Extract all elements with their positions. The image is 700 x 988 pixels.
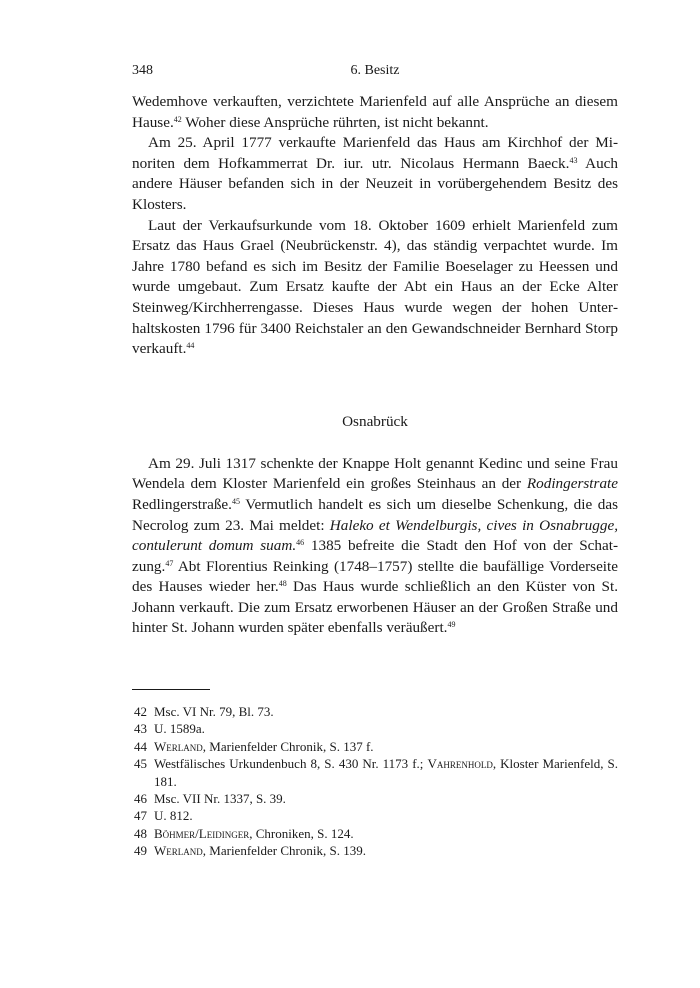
body-text — [132, 92, 618, 639]
paragraph-4 — [132, 454, 618, 639]
footnote-ref: 42 — [173, 114, 182, 124]
paragraph-text: Vermutlich handelt es sich um dieselbe Schenkung, die das Necrolog zum 23. Mai meldet: — [132, 495, 618, 534]
footnote-number: 44 — [134, 738, 147, 754]
italic-quote: Haleko et Wendelburgis, cives in Osnabrugge, contulerunt domum suam. — [132, 516, 619, 555]
footnote-ref: 43 — [569, 155, 578, 165]
footnote-author: Böhmer/Leidinger — [154, 825, 250, 841]
paragraph-text: Woher diese Ansprüche rührten, ist nicht bekannt. — [181, 113, 489, 131]
footnote-ref: 49 — [447, 620, 456, 630]
paragraph-3 — [132, 216, 618, 360]
footnote-ref: 45 — [231, 496, 240, 506]
footnote-ref: 44 — [186, 341, 195, 351]
footnote-text: Msc. VI Nr. 79, Bl. 73. — [154, 704, 274, 719]
footnote-author: Werland — [154, 843, 203, 859]
footnote-43 — [132, 720, 618, 737]
footnote-author: Werland — [154, 738, 203, 754]
footnote-ref: 48 — [278, 579, 287, 589]
footnote-text: Westfälisches Urkundenbuch 8, S. 430 Nr. 1173 f.; — [154, 756, 428, 772]
footnote-text: , Chroniken, S. 124. — [249, 825, 354, 841]
footnote-number: 42 — [134, 704, 147, 719]
footnote-author: Vahrenhold — [427, 756, 493, 772]
footnote-text: U. 812. — [154, 808, 193, 824]
paragraph-text: Redlingerstraße. — [132, 495, 232, 513]
footnote-47 — [132, 807, 618, 824]
footnote-number: 47 — [134, 808, 147, 824]
footnote-text: Msc. VII Nr. 1337, S. 39. — [154, 791, 286, 807]
footnote-number: 45 — [134, 756, 147, 772]
footnote-ref: 46 — [296, 538, 305, 548]
footnote-text: , Marienfelder Chronik, S. 137 f. — [202, 738, 374, 754]
footnote-44 — [132, 738, 618, 755]
paragraph-text: Am 29. Juli 1317 schenkte der Knappe Holt genannt Kedinc und seine Frau Wendela dem Kloster Marienfeld ein großes Steinhaus an der — [132, 454, 618, 493]
footnote-46 — [132, 790, 618, 807]
paragraph-text: Laut der Verkaufsurkunde vom 18. Oktober 1609 erhielt Marienfeld zum Ersatz das Haus Grael (Neubrückenstr. 4), das ständig verpachtet wurde. Im Jahre 1780 befand es sich im Besitz der Familie Boeselager zu Heessen und wurde umgebaut. Zum Ersatz kaufte der Abt ein Haus an der Ecke Alter Steinweg/Kirchherrengasse. Dieses Haus wurde wegen der hohen Unterhaltskosten 1796 für 3400 Reichstaler an den Gewandschneider Bernhard Storp verkauft. — [132, 216, 618, 358]
page-content — [132, 60, 618, 639]
paragraph-text: Abt Florentius Reinking (1748–1757) stellte die baufällige Vorderseite des Hauses wieder her. — [132, 557, 618, 596]
paragraph-1 — [132, 92, 618, 133]
footnote-text: U. 1589a. — [154, 721, 205, 737]
footnotes — [132, 703, 618, 860]
paragraph-text: Wedemhove verkauften, verzichtete Marienfeld auf alle Ansprüche an diesem Hause. — [132, 93, 618, 131]
footnote-number: 48 — [134, 825, 147, 841]
footnote-ref: 47 — [165, 558, 174, 568]
paragraph-text: Am 25. April 1777 verkaufte Marienfeld das Haus am Kirchhof der Minoriten dem Hofkammerrat Dr. iur. utr. Nicolaus Hermann Baeck. — [132, 134, 618, 172]
footnote-divider — [132, 689, 210, 690]
section-heading: Osnabrück — [342, 412, 408, 430]
footnote-number: 43 — [134, 721, 147, 737]
footnote-text: , Kloster Marienfeld, S. 181. — [154, 756, 618, 789]
paragraph-text: Das Haus wurde schließlich an den Küster von St. Johann verkauft. Die zum Ersatz erworbenen Häuser an der Großen Straße und hinter St. Johann wurden später ebenfalls veräußert. — [132, 578, 619, 637]
paragraph-text: Auch andere Häuser befanden sich in der Neuzeit in vorübergehendem Besitz des Klosters. — [132, 154, 618, 213]
footnote-number: 49 — [134, 843, 147, 859]
footnote-48 — [132, 825, 618, 842]
paragraph-text: 1385 befreite die Stadt den Hof von der Schatzung. — [132, 537, 618, 575]
chapter-title: 6. Besitz — [350, 63, 400, 78]
footnote-42 — [132, 703, 618, 720]
italic-text: Rodingerstrate — [526, 475, 618, 493]
footnote-45 — [132, 755, 618, 790]
paragraph-2 — [132, 133, 618, 215]
running-head — [132, 60, 618, 82]
footnote-49 — [132, 842, 618, 859]
page-number: 348 — [132, 63, 153, 78]
footnote-number: 46 — [134, 791, 147, 807]
footnote-text: , Marienfelder Chronik, S. 139. — [202, 843, 366, 859]
